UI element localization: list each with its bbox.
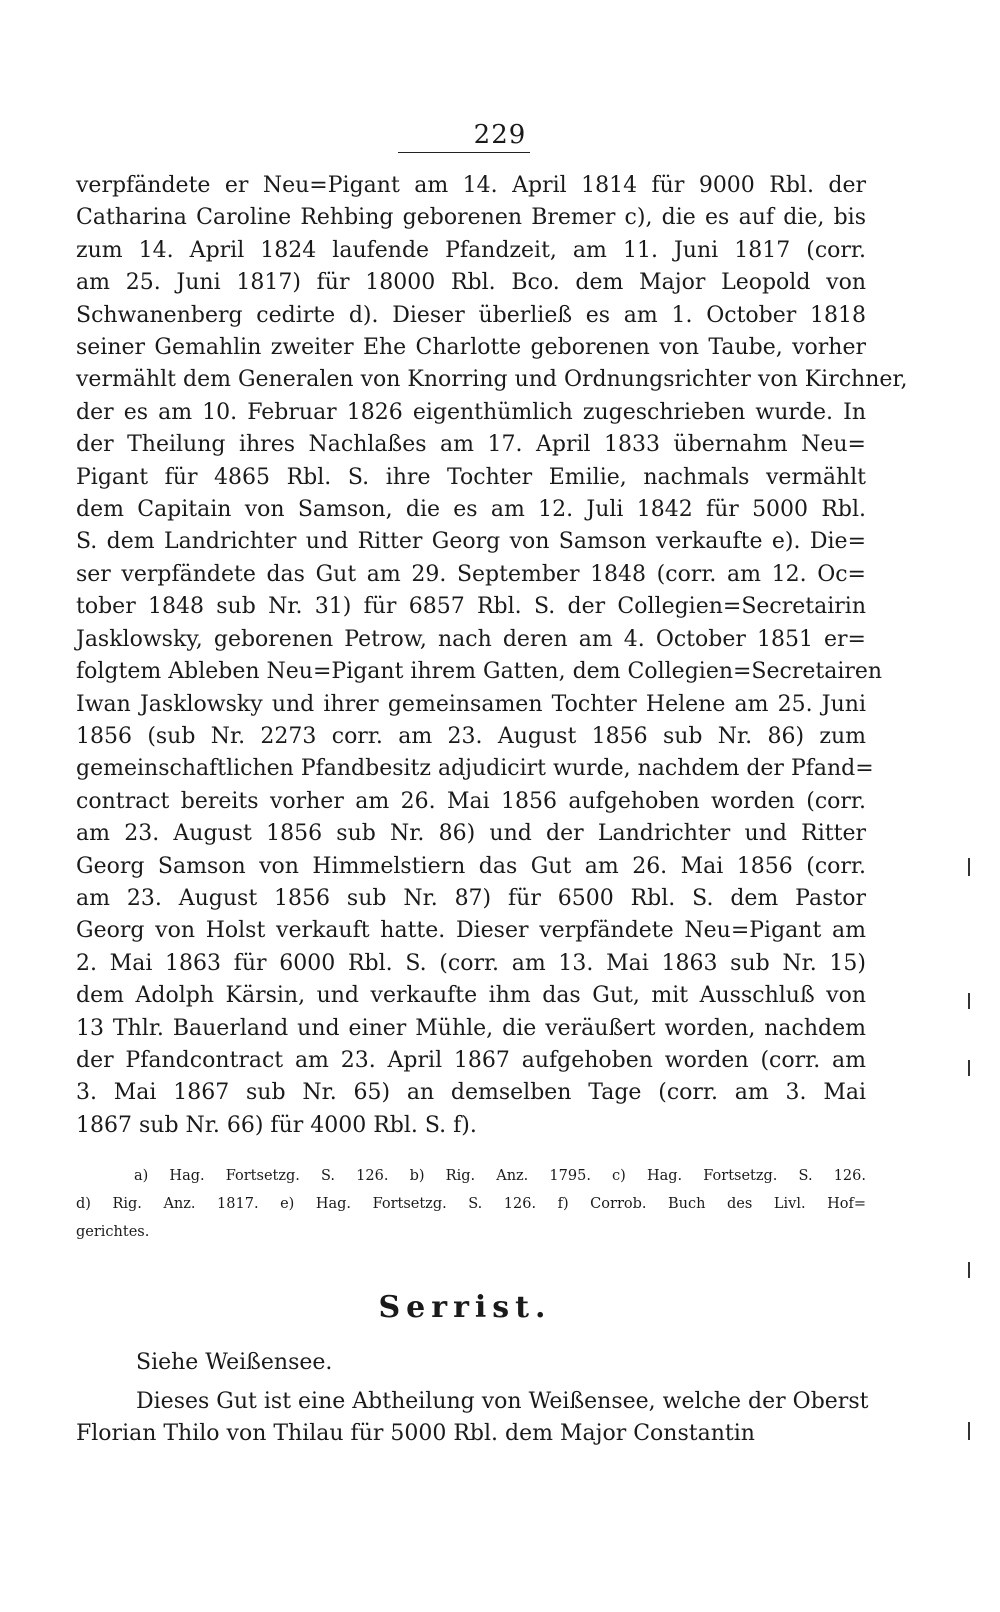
text-line: vermählt dem Generalen von Knorring und Ordnungsrichter von Kirchner, xyxy=(76,367,908,393)
text-line: gemeinschaftlichen Pfandbesitz adjudicirt wurde, nachdem der Pfand= xyxy=(76,756,874,782)
text-line: 1867 sub Nr. 66) für 4000 Rbl. S. f). xyxy=(76,1112,477,1138)
text-line: 3. Mai 1867 sub Nr. 65) an demselben Tage (corr. am 3. Mai xyxy=(76,1080,866,1106)
text-line: Schwanenberg cedirte d). Dieser überließ es am 1. October 1818 xyxy=(76,302,866,328)
page-number: 229 xyxy=(473,120,527,150)
text-line: dem Capitain von Samson, die es am 12. Juli 1842 für 5000 Rbl. xyxy=(76,497,866,523)
text-line: 2. Mai 1863 für 6000 Rbl. S. (corr. am 13. Mai 1863 sub Nr. 15) xyxy=(76,950,866,976)
text-line: dem Adolph Kärsin, und verkaufte ihm das Gut, mit Ausschluß von xyxy=(76,983,866,1009)
footnotes xyxy=(76,1162,866,1246)
text-line: Florian Thilo von Thilau für 5000 Rbl. dem Major Constantin xyxy=(76,1421,755,1447)
margin-mark xyxy=(968,1060,970,1076)
text-line: contract bereits vorher am 26. Mai 1856 aufgehoben worden (corr. xyxy=(76,788,866,814)
section-paragraph xyxy=(76,1386,869,1451)
section-heading: Serrist. xyxy=(378,1290,552,1325)
text-line: 13 Thlr. Bauerland und einer Mühle, die veräußert worden, nachdem xyxy=(76,1015,866,1041)
margin-mark xyxy=(968,858,970,876)
header-rule xyxy=(398,152,530,153)
text-line: Georg Samson von Himmelstiern das Gut am 26. Mai 1856 (corr. xyxy=(76,853,866,879)
text-line: am 25. Juni 1817) für 18000 Rbl. Bco. dem Major Leopold von xyxy=(76,270,866,296)
margin-mark xyxy=(968,1422,970,1440)
text-line: Dieses Gut ist eine Abtheilung von Weißensee, welche der Oberst xyxy=(136,1389,869,1414)
text-line: zum 14. April 1824 laufende Pfandzeit, am 11. Juni 1817 (corr. xyxy=(76,237,866,263)
text-line: Georg von Holst verkauft hatte. Dieser verpfändete Neu=Pigant am xyxy=(76,918,866,944)
main-paragraph xyxy=(76,170,908,1142)
margin-mark xyxy=(968,993,970,1009)
text-line: Jasklowsky, geborenen Petrow, nach deren am 4. October 1851 er= xyxy=(76,626,866,652)
text-line: ser verpfändete das Gut am 29. September 1848 (corr. am 12. Oc= xyxy=(76,561,866,587)
text-line: folgtem Ableben Neu=Pigant ihrem Gatten, dem Collegien=Secretairen xyxy=(76,659,883,685)
footnote-line: d) Rig. Anz. 1817. e) Hag. Fortsetzg. S. 126. f) Corrob. Buch des Livl. Hof= xyxy=(76,1196,866,1212)
text-line: der es am 10. Februar 1826 eigenthümlich zugeschrieben wurde. In xyxy=(76,399,866,425)
text-line: Iwan Jasklowsky und ihrer gemeinsamen Tochter Helene am 25. Juni xyxy=(76,691,866,717)
footnote-line: a) Hag. Fortsetzg. S. 126. b) Rig. Anz. 1795. c) Hag. Fortsetzg. S. 126. xyxy=(134,1168,866,1184)
text-line: der Pfandcontract am 23. April 1867 aufgehoben worden (corr. am xyxy=(76,1047,866,1073)
text-line: tober 1848 sub Nr. 31) für 6857 Rbl. S. der Collegien=Secretairin xyxy=(76,594,866,620)
text-line: verpfändete er Neu=Pigant am 14. April 1814 für 9000 Rbl. der xyxy=(76,173,866,198)
text-line: am 23. August 1856 sub Nr. 86) und der Landrichter und Ritter xyxy=(76,821,866,847)
margin-mark xyxy=(968,1262,970,1278)
text-line: 1856 (sub Nr. 2273 corr. am 23. August 1856 sub Nr. 86) zum xyxy=(76,723,866,749)
text-line: der Theilung ihres Nachlaßes am 17. April 1833 übernahm Neu= xyxy=(76,432,866,458)
text-line: Catharina Caroline Rehbing geborenen Bremer c), die es auf die, bis xyxy=(76,205,866,231)
text-line: am 23. August 1856 sub Nr. 87) für 6500 Rbl. S. dem Pastor xyxy=(76,885,866,911)
text-line: seiner Gemahlin zweiter Ehe Charlotte geborenen von Taube, vorher xyxy=(76,335,866,361)
text-line: Pigant für 4865 Rbl. S. ihre Tochter Emilie, nachmals vermählt xyxy=(76,464,866,490)
section-reference: Siehe Weißensee. xyxy=(136,1350,333,1375)
footnote-line: gerichtes. xyxy=(76,1224,150,1240)
text-line: S. dem Landrichter und Ritter Georg von Samson verkaufte e). Die= xyxy=(76,529,866,555)
